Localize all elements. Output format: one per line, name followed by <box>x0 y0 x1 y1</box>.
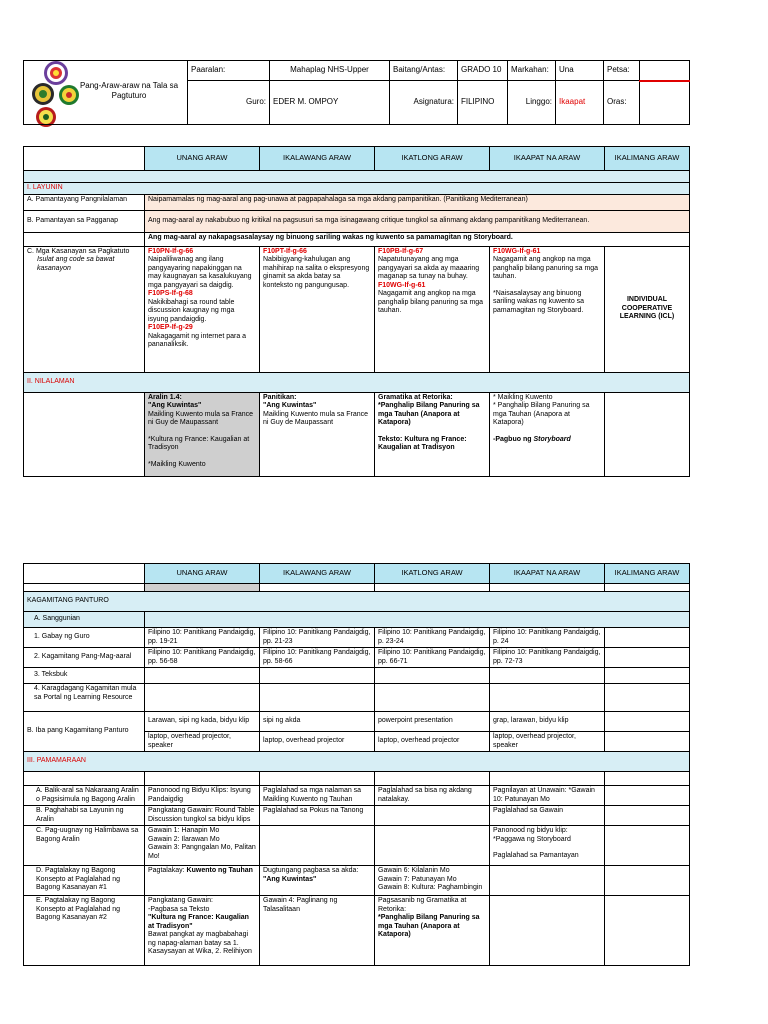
code-f10wg-day4: F10WG-If-g-61 <box>493 247 541 255</box>
code-f10pb: F10PB-If-g-67 <box>378 247 424 255</box>
pamantayan-pagganap-label: B. Pamantayan sa Pagganap <box>24 210 145 232</box>
equip-day4: laptop, overhead projector, speaker <box>490 732 605 752</box>
nilalaman-day5 <box>605 392 690 476</box>
header-table <box>23 60 690 125</box>
petsa-label: Petsa: <box>604 61 640 81</box>
panonood-bidyu: Panonood ng bidyu klip: <box>493 827 568 834</box>
balik-aral-day3: Paglalahad sa bisa ng akdang natalakay. <box>375 786 490 806</box>
aralin-label: Aralin 1.4: <box>148 393 182 401</box>
maikling-kuwento-desc-2: Maikling Kuwento mula sa France ni Guy de Maupassant <box>263 410 369 426</box>
kasanayan-sublabel: Isulat ang code sa bawat kasanayon <box>37 256 115 272</box>
paghahabi-day3 <box>375 806 490 826</box>
teksbuk-label: 3. Teksbuk <box>24 668 145 684</box>
blank-row-grey <box>145 584 260 592</box>
day4-header: IKAAPAT NA ARAW <box>490 147 605 171</box>
day5-header-2: IKALIMANG ARAW <box>605 564 690 584</box>
code-f10pt: F10PT-If-g-66 <box>263 247 307 255</box>
pag-uugnay-label: C. Pag-uugnay ng Halimbawa sa Bagong Aralin <box>24 826 145 866</box>
kultura-france: *Kultura ng France: Kaugalian at Tradisyon <box>148 435 250 451</box>
dll-title-cell <box>24 61 188 125</box>
pag-uugnay-day4 <box>490 826 605 866</box>
pagtalakay-1-day3 <box>375 866 490 896</box>
pagtalakay-2-label: E. Pagtalakay ng Bagong Konsepto at Paglalahad ng Bagong Kasanayan #2 <box>24 896 145 966</box>
nilalaman-day3 <box>375 392 490 476</box>
gabay-day2: Filipino 10: Panitikang Pandaigdig, pp. 21-23 <box>260 628 375 648</box>
pagtalakay-2-day3 <box>375 896 490 966</box>
day1-header: UNANG ARAW <box>145 147 260 171</box>
kultura-france-title: "Kultura ng France: Kaugalian at Tradisyon" <box>148 914 249 930</box>
pangkatang-gawain: Pangkatang Gawain: <box>148 897 213 904</box>
maikling-kuwento-desc: Maikling Kuwento mula sa France ni Guy de Maupassant <box>148 410 254 426</box>
blank-b2 <box>24 232 145 246</box>
nilalaman-day1 <box>145 392 260 476</box>
markahan-label: Markahan: <box>508 61 556 81</box>
day2-header-2: IKALAWANG ARAW <box>260 564 375 584</box>
kuwento-ng-tauhan: Kuwento ng Tauhan <box>186 867 253 874</box>
maikling-kuwento-item: *Maikling Kuwento <box>148 460 206 468</box>
equip-day1: laptop, overhead projector, speaker <box>145 732 260 752</box>
gabay-day3: Filipino 10: Panitikang Pandaigdig, p. 23-24 <box>375 628 490 648</box>
mag-aaral-day2: Filipino 10: Panitikang Pandaigdig, pp. 58-66 <box>260 648 375 668</box>
day4-header-2: IKAAPAT NA ARAW <box>490 564 605 584</box>
pag-uugnay-day1 <box>145 826 260 866</box>
kasanayan-day1 <box>145 246 260 372</box>
panghalip-bullet: * Panghalip Bilang Panuring sa mga Tauhan (Anapora at Katapora) <box>493 402 590 426</box>
kasanayan-day2-text: Nabibigyang-kahulugan ang mahihirap na salita o ekspresyong ginamit sa akda batay sa konteksto ng pangungusap. <box>263 256 370 289</box>
paggawa-storyboard: *Paggawa ng Storyboard <box>493 835 571 843</box>
nilalaman-day2 <box>260 392 375 476</box>
paghahabi-day2: Paglalahad sa Pokus na Tanong <box>260 806 375 826</box>
kasanayan-day1-text3: Nakagagamit ng internet para a pananaliksik. <box>148 332 247 348</box>
pagbuo-label: -Pagbuo ng <box>493 435 532 443</box>
mag-aaral-day3: Filipino 10: Panitikang Pandaigdig, pp. 66-71 <box>375 648 490 668</box>
panghalip-topic: *Panghalip Bilang Panuring sa mga Tauhan (Anapora at Katapora) <box>378 402 480 426</box>
kasanayan-day3-text2: Nagagamit ang angkop na mga panghalip bilang panuring sa mga tauhan. <box>378 290 484 314</box>
guro-value: EDER M. OMPOY <box>270 81 390 125</box>
empty-cyan-row <box>24 171 690 183</box>
panitikan-label: Panitikan: <box>263 393 297 401</box>
gawain-8: Gawain 8: Kultura: Paghambingin <box>378 884 483 891</box>
nilalaman-label-blank <box>24 392 145 476</box>
day5-header: IKALIMANG ARAW <box>605 147 690 171</box>
kasanayan-day4 <box>490 246 605 372</box>
balik-aral-label: A. Balik-aral sa Nakaraang Aralin o Pagsisimula ng Bagong Aralin <box>24 786 145 806</box>
day1-header-2: UNANG ARAW <box>145 564 260 584</box>
pagbasa-teksto: -Pagbasa sa Teksto <box>148 905 210 913</box>
pamantayang-pangnilalaman-text: Naipamamalas ng mag-aaral ang pag-unawa at pagpapahalaga sa mga akdang pampanitikan. (Panitikang Mediterranean) <box>145 194 690 210</box>
kasanayan-label: C. Mga Kasanayan sa Pagkatuto <box>27 247 130 255</box>
ang-kuwintas-3: "Ang Kuwintas" <box>263 875 317 883</box>
kasanayan-day1-text1: Naipaliliwanag ang ilang pangyayaring napakinggan na may kaugnayan sa kasalukuyang mga pangyayari sa daigdig. <box>148 256 252 289</box>
panghalip-panuring: *Panghalip Bilang Panuring sa mga Tauhan (Anapora at Katapora) <box>378 914 480 938</box>
iba-day2: sipi ng akda <box>260 712 375 732</box>
pagbuo-storyboard <box>493 436 601 445</box>
pamamaraan-section: III. PAMAMARAAN <box>24 752 690 772</box>
ang-kuwintas-title: "Ang Kuwintas" <box>148 402 202 409</box>
asignatura-value: FILIPINO <box>458 81 508 125</box>
pagtalakay-1-label: D. Pagtalakay ng Bagong Konsepto at Paglalahad ng Bagong Kasanayan #1 <box>24 866 145 896</box>
pagtalakay-2-day1 <box>145 896 260 966</box>
kasanayan-day5: INDIVIDUAL COOPERATIVE LEARNING (ICL) <box>605 246 690 372</box>
pamantayan-pagganap-text: Ang mag-aaral ay nakabubuo ng kritikal na pagsusuri sa mga isinagawang critique tungkol sa alinmang akdang pampanitikang Mediterranean. <box>145 210 690 232</box>
kasanayan-day3 <box>375 246 490 372</box>
blank-corner-2 <box>24 564 145 584</box>
ang-kuwintas-title-2: "Ang Kuwintas" <box>263 402 317 409</box>
iba-day1: Larawan, sipi ng kada, bidyu klip <box>145 712 260 732</box>
linggo-value: Ikaapat <box>556 81 604 125</box>
dugtungang-pagbasa: Dugtungang pagbasa sa akda: <box>263 867 359 874</box>
balik-aral-day1: Panonood ng Bidyu Klips: Isyung Pandaigdig <box>145 786 260 806</box>
iba-day3: powerpoint presentation <box>375 712 490 732</box>
pagtalakay-1-day1 <box>145 866 260 896</box>
paaralan-label: Paaralan: <box>188 61 270 81</box>
equip-day3: laptop, overhead projector <box>375 732 490 752</box>
asignatura-label: Asignatura: <box>390 81 458 125</box>
kasanayan-label-cell <box>24 246 145 372</box>
paghahabi-day1: Pangkatang Gawain: Round Table Discussion tungkol sa bidyu klips <box>145 806 260 826</box>
paglalahad-pamantayan: Paglalahad sa Pamantayan <box>493 852 579 859</box>
gawain-1: Gawain 1: Hanapin Mo <box>148 827 220 834</box>
mag-aaral-day1: Filipino 10: Panitikang Pandaigdig, pp. 56-58 <box>145 648 260 668</box>
day3-header: IKATLONG ARAW <box>375 147 490 171</box>
pagsasanib: Pagsasanib ng Gramatika at Retorika: <box>378 897 467 913</box>
equip-day2: laptop, overhead projector <box>260 732 375 752</box>
oras-label: Oras: <box>604 81 640 125</box>
iba-day4: grap, larawan, bidyu klip <box>490 712 605 732</box>
bawat-pangkat: Bawat pangkat ay magbabahagi ng napag-alaman batay sa 1. Kasaysayan at Wika, 2. Relihiyon <box>148 931 252 955</box>
kasanayan-day2 <box>260 246 375 372</box>
code-f10pn: F10PN-If-g-66 <box>148 247 194 255</box>
baitang-value: GRADO 10 <box>458 61 508 81</box>
iba-pang-kagamitan-label: B. Iba pang Kagamitang Panturo <box>24 712 145 752</box>
pamantayan-pagganap-text-2: Ang mag-aaral ay nakapagsasalaysay ng binuong sariling wakas ng kuwento sa pamamagitan ng Storyboard. <box>145 232 690 246</box>
gabay-guro-label: 1. Gabay ng Guro <box>24 628 145 648</box>
gramatika-label: Gramatika at Retorika: <box>378 393 453 401</box>
teksto-kultura: Teksto: Kultura ng France: Kaugalian at Tradisyon <box>378 435 467 451</box>
nilalaman-section: II. NILALAMAN <box>24 372 690 392</box>
linggo-label: Linggo: <box>508 81 556 125</box>
code-f10wg: F10WG-If-g-61 <box>378 281 426 289</box>
pamantayang-pangnilalaman-label: A. Pamantayang Pangnilalaman <box>24 194 145 210</box>
kagamitang-mag-aaral-label: 2. Kagamitang Pang-Mag-aaral <box>24 648 145 668</box>
oras-value <box>640 81 690 125</box>
paghahabi-day4: Paglalahad sa Gawain <box>490 806 605 826</box>
balik-aral-day4: Pagnilayan at Unawain: *Gawain 10: Patunayan Mo <box>490 786 605 806</box>
dll-table-part2 <box>23 563 690 966</box>
kagamitan-section: KAGAMITANG PANTURO <box>24 592 690 612</box>
karagdagang-kagamitan-label: 4. Karagdagang Kagamitan mula sa Portal ng Learning Resource <box>24 684 145 712</box>
kasanayan-day4-text2: *Naisasalaysay ang binuong sariling wakas ng kuwento sa pamamagitan ng Storyboard. <box>493 289 585 314</box>
blank-corner <box>24 147 145 171</box>
balik-aral-day2: Paglalahad sa mga nalaman sa Maikling Kuwento ng Tauhan <box>260 786 375 806</box>
sanggunian-label: A. Sanggunian <box>24 612 145 628</box>
kasanayan-day4-text1: Nagagamit ang angkop na mga panghalip bilang panuring sa mga tauhan. <box>493 256 599 280</box>
paaralan-value: Mahaplag NHS-Upper <box>270 61 390 81</box>
storyboard-word: Storyboard <box>533 435 571 443</box>
dll-table-part1 <box>23 146 690 477</box>
code-f10ep: F10EP-If-g-29 <box>148 324 193 331</box>
kasanayan-day1-text2: Nakikibahagi sa round table discussion kaugnay ng mga isyung pandaigdig. <box>148 298 235 323</box>
dll-title: Pang-Araw-araw na Tala sa Pagtuturo <box>79 81 179 100</box>
petsa-value <box>640 61 690 81</box>
nilalaman-day4 <box>490 392 605 476</box>
gabay-day1: Filipino 10: Panitikang Pandaigdig, pp. 19-21 <box>145 628 260 648</box>
markahan-value: Una <box>556 61 604 81</box>
gawain-3: Gawain 3: Pangngalan Mo, Palitan Mo! <box>148 844 256 860</box>
day2-header: IKALAWANG ARAW <box>260 147 375 171</box>
guro-label: Guro: <box>188 81 270 125</box>
maikling-kuwento-bullet: * Maikling Kuwento <box>493 393 553 401</box>
pagtalakay-label: Pagtalakay: <box>148 867 185 874</box>
code-f10ps: F10PS-If-g-68 <box>148 290 193 297</box>
layunin-section: I. LAYUNIN <box>24 183 690 195</box>
baitang-label: Baitang/Antas: <box>390 61 458 81</box>
kasanayan-day3-text1: Napatutunayang ang mga pangyayari sa akda ay maaaring maganap sa tunay na buhay. <box>378 256 480 280</box>
mag-aaral-day4: Filipino 10: Panitikang Pandaigdig, pp. 72-73 <box>490 648 605 668</box>
gabay-day4: Filipino 10: Panitikang Pandaigdig, p. 24 <box>490 628 605 648</box>
pagtalakay-2-day2: Gawain 4: Paglinang ng Talasalitaan <box>260 896 375 966</box>
pagtalakay-1-day2 <box>260 866 375 896</box>
gawain-6: Gawain 6: Kilalanin Mo <box>378 867 450 874</box>
day3-header-2: IKATLONG ARAW <box>375 564 490 584</box>
gawain-2: Gawain 2: Ilarawan Mo <box>148 835 220 843</box>
gawain-7: Gawain 7: Patunayan Mo <box>378 875 457 883</box>
blank-row-a <box>24 584 145 592</box>
paghahabi-label: B. Paghahabi sa Layunin ng Aralin <box>24 806 145 826</box>
